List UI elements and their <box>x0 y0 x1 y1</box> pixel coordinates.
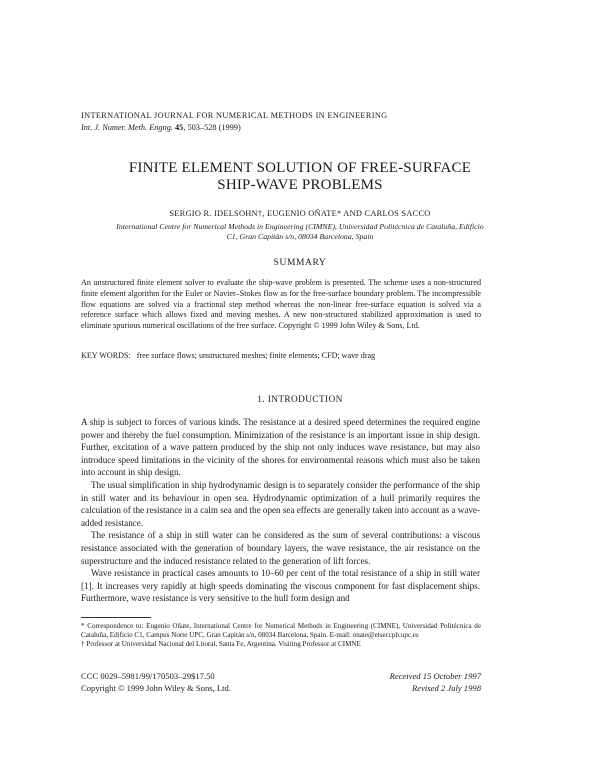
keywords <box>81 351 375 360</box>
citation-line <box>81 123 241 132</box>
received-date: Received 15 October 1997 <box>389 671 481 681</box>
citation-volume: 45 <box>175 123 184 132</box>
paragraph: A ship is subject to forces of various kinds. The resistance at a desired speed determines the required engine power and thereby the fuel consumption. Minimization of the resistance is an important issue in ship design. Further, excitation of a wave pattern produced by the ship not only induces wave resistance, but may also introduce speed limitations in the vicinity of the shores for environmental reasons which must also be taken into account in ship design. <box>81 417 480 478</box>
journal-name: INTERNATIONAL JOURNAL FOR NUMERICAL METHODS IN ENGINEERING <box>81 111 388 120</box>
paragraph: Wave resistance in practical cases amounts to 10–60 per cent of the total resistance of a ship in still water [1]. It increases very rapidly at high speeds dominating the viscous component for fast displacement ships. Furthermore, wave resistance is very sensitive to the hull form design and <box>81 568 480 604</box>
citation-journal: Int. J. Numer. Meth. Engng. <box>81 123 173 132</box>
keywords-text: free surface flows; unstructured meshes; finite elements; CFD; wave drag <box>136 351 376 360</box>
footnote-professor: † Professor at Universidad Nacional del Litoral, Santa Fe, Argentina. Visiting Professor at CIMNE <box>81 640 361 649</box>
summary-heading: SUMMARY <box>273 258 327 268</box>
paragraph: The resistance of a ship in still water can be considered as the sum of several contributions: a viscous resistance associated with the generation of boundary layers, the wave resistance, the air resistance on the superstructure and the induced resistance related to the generation of lift forces. <box>81 530 480 566</box>
copyright-notice: Copyright © 1999 John Wiley & Sons, Ltd. <box>81 683 231 694</box>
footnote-divider <box>81 617 151 618</box>
keywords-label: KEY WORDS: <box>81 351 131 360</box>
ccc-code: CCC 0029–5981/99/170503–29$17.50 <box>81 671 215 681</box>
paper-title-line-1: FINITE ELEMENT SOLUTION OF FREE-SURFACE <box>128 160 472 176</box>
affiliation-line-2: C1, Gran Capitán s/n, 08034 Barcelona, Spain <box>226 232 374 241</box>
paragraph: The usual simplification in ship hydrodynamic design is to separately consider the performance of the ship in still water and its behaviour in open sea. Hydrodynamic optimization of a hull primarily requires the calculation of the resistance in a calm sea and the open sea effects are generally taken into account as a wave-added resistance. <box>81 479 480 528</box>
affiliation-line-1: International Centre for Numerical Methods in Engineering (CIMNE), Universidad Politécnica de Cataluña, Edificio <box>116 222 484 231</box>
footnote-correspondence: * Correspondence to: Eugenio Oñate, International Centre for Numerical Methods in Engineering (CIMNE), Universidad Politécnica de Cataluña, Edificio C1, Campus Norte UPC, Gran Capitán s/n, 08034 Barcelona, Spain. E-mail: onate@etseccpb.upc.es <box>81 622 481 640</box>
introduction-body <box>81 416 480 605</box>
footnotes <box>81 622 481 650</box>
authors-line: SERGIO R. IDELSOHN†, EUGENIO OÑATE* AND CARLOS SACCO <box>169 209 431 218</box>
section-heading-introduction: 1. INTRODUCTION <box>257 395 343 405</box>
paper-title-line-2: SHIP-WAVE PROBLEMS <box>217 177 383 193</box>
citation-pages: , 503–528 (1999) <box>183 123 241 132</box>
revised-date: Revised 2 July 1998 <box>412 683 481 694</box>
summary-text: An unstructured finite element solver to evaluate the ship-wave problem is presented. The scheme uses a non-structured finite element algorithm for the Euler or Navier–Stokes flow as for the free-surface boundary problem. The incompressible flow equations are solved via a fractional step method whereas the non-linear free-surface equation is solved via a reference surface which allows fixed and moving meshes. A new non-structured stabilized approximation is used to eliminate spurious numerical oscillations of the free surface. Copyright © 1999 John Wiley & Sons, Ltd. <box>81 278 481 331</box>
publication-info <box>81 670 481 694</box>
